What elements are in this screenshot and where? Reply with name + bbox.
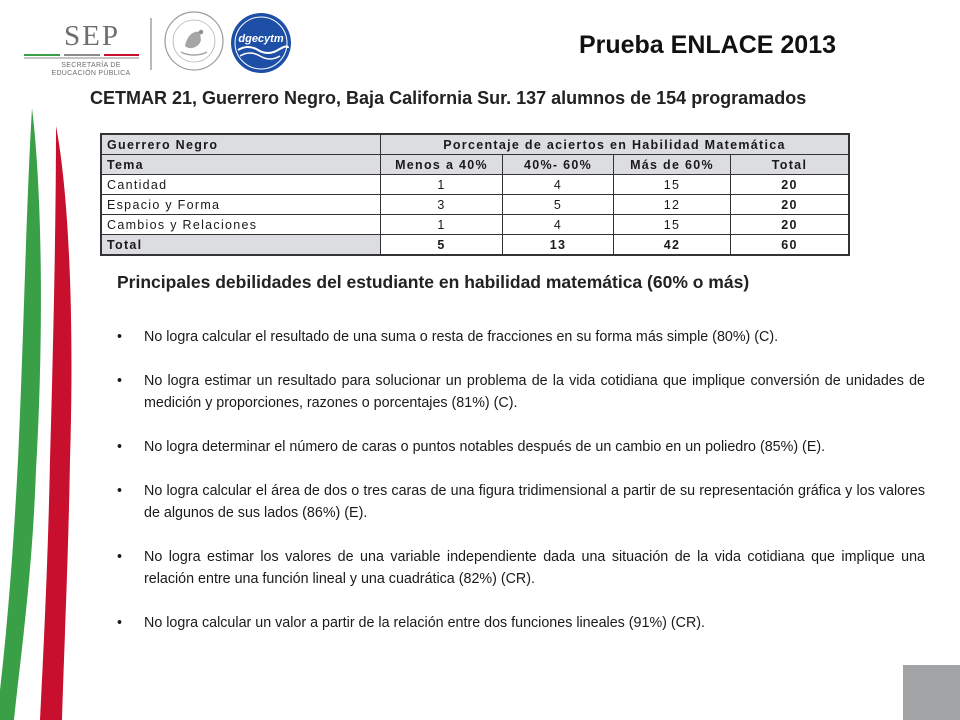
table-total-cell: 13 <box>503 235 614 256</box>
list-item <box>117 546 925 590</box>
list-item-text: No logra estimar un resultado para solucionar un problema de la vida cotidiana que implique conversión de unidades de medición y proporciones, razones o porcentajes (81%) (C). <box>144 373 925 411</box>
table-total-cell: 60 <box>731 235 850 256</box>
list-item <box>117 612 925 634</box>
column-header: Menos a 40% <box>381 155 503 175</box>
sep-logo-caption-line1: SECRETARÍA DE <box>61 62 121 69</box>
table-total-row <box>101 235 849 256</box>
table-cell-tema: Cambios y Relaciones <box>101 215 381 235</box>
page-title: Prueba ENLACE 2013 <box>578 31 836 59</box>
column-header: Más de 60% <box>614 155 731 175</box>
sep-logo <box>24 14 144 76</box>
dgecytm-logo <box>230 12 292 74</box>
table-cell: 4 <box>503 175 614 195</box>
table-cell: 1 <box>381 175 503 195</box>
bullet-icon: • <box>117 329 123 345</box>
table-title-row <box>101 134 849 155</box>
logo-divider <box>150 18 152 70</box>
bullet-icon: • <box>117 615 123 631</box>
list-item <box>117 436 925 458</box>
table-total-label: Total <box>101 235 381 256</box>
bullet-icon: • <box>117 373 123 389</box>
table-cell: 4 <box>503 215 614 235</box>
results-table <box>100 133 850 256</box>
table-cell: 5 <box>503 195 614 215</box>
table-row <box>101 215 849 235</box>
section-heading: Principales debilidades del estudiante en habilidad matemática (60% o más) <box>117 272 750 292</box>
table-title-left: Guerrero Negro <box>101 134 381 155</box>
bullet-icon: • <box>117 483 123 499</box>
table-cell-total: 20 <box>731 175 850 195</box>
table-cell: 15 <box>614 175 731 195</box>
corner-decoration <box>903 665 960 720</box>
bullet-icon: • <box>117 549 123 565</box>
page-subtitle: CETMAR 21, Guerrero Negro, Baja California Sur. 137 alumnos de 154 programados <box>90 88 807 108</box>
list-item <box>117 326 925 348</box>
column-header: Total <box>731 155 850 175</box>
column-header: Tema <box>101 155 381 175</box>
table-cell-tema: Espacio y Forma <box>101 195 381 215</box>
sep-logo-word: SEP <box>64 20 120 52</box>
mexican-seal-logo <box>163 10 225 72</box>
list-item-text: No logra calcular un valor a partir de la relación entre dos funciones lineales (91%) (CR). <box>144 615 706 631</box>
table-cell-total: 20 <box>731 195 850 215</box>
red-ribbon <box>40 126 71 720</box>
list-item-text: No logra calcular el resultado de una suma o resta de fracciones en su forma más simple (80%) (C). <box>144 329 779 345</box>
weakness-list <box>117 326 925 656</box>
table-cell: 12 <box>614 195 731 215</box>
list-item-text: No logra calcular el área de dos o tres caras de una figura tridimensional a partir de su representación gráfica y los valores de algunos de sus lados (86%) (E). <box>144 483 925 521</box>
dgecytm-logo-text: dgecytm <box>238 33 284 45</box>
table-cell-tema: Cantidad <box>101 175 381 195</box>
bullet-icon: • <box>117 439 123 455</box>
table-row <box>101 195 849 215</box>
table-total-cell: 42 <box>614 235 731 256</box>
sep-logo-caption-line2: EDUCACIÓN PÚBLICA <box>51 70 131 77</box>
column-header: 40%- 60% <box>503 155 614 175</box>
list-item <box>117 370 925 414</box>
table-cell: 15 <box>614 215 731 235</box>
list-item <box>117 480 925 524</box>
sep-logo-stripes <box>24 54 139 60</box>
table-row <box>101 175 849 195</box>
table-header-row <box>101 155 849 175</box>
table-title-right: Porcentaje de aciertos en Habilidad Matemática <box>381 134 850 155</box>
green-ribbon <box>0 108 41 720</box>
table-cell: 1 <box>381 215 503 235</box>
list-item-text: No logra determinar el número de caras o puntos notables después de un cambio en un poliedro (85%) (E). <box>144 439 826 455</box>
list-item-text: No logra estimar los valores de una variable independiente dada una situación de la vida cotidiana que implique una relación entre una función lineal y una cuadrática (82%) (CR). <box>144 549 925 587</box>
table-cell: 3 <box>381 195 503 215</box>
table-cell-total: 20 <box>731 215 850 235</box>
sep-logo-caption <box>43 62 139 78</box>
table-total-cell: 5 <box>381 235 503 256</box>
